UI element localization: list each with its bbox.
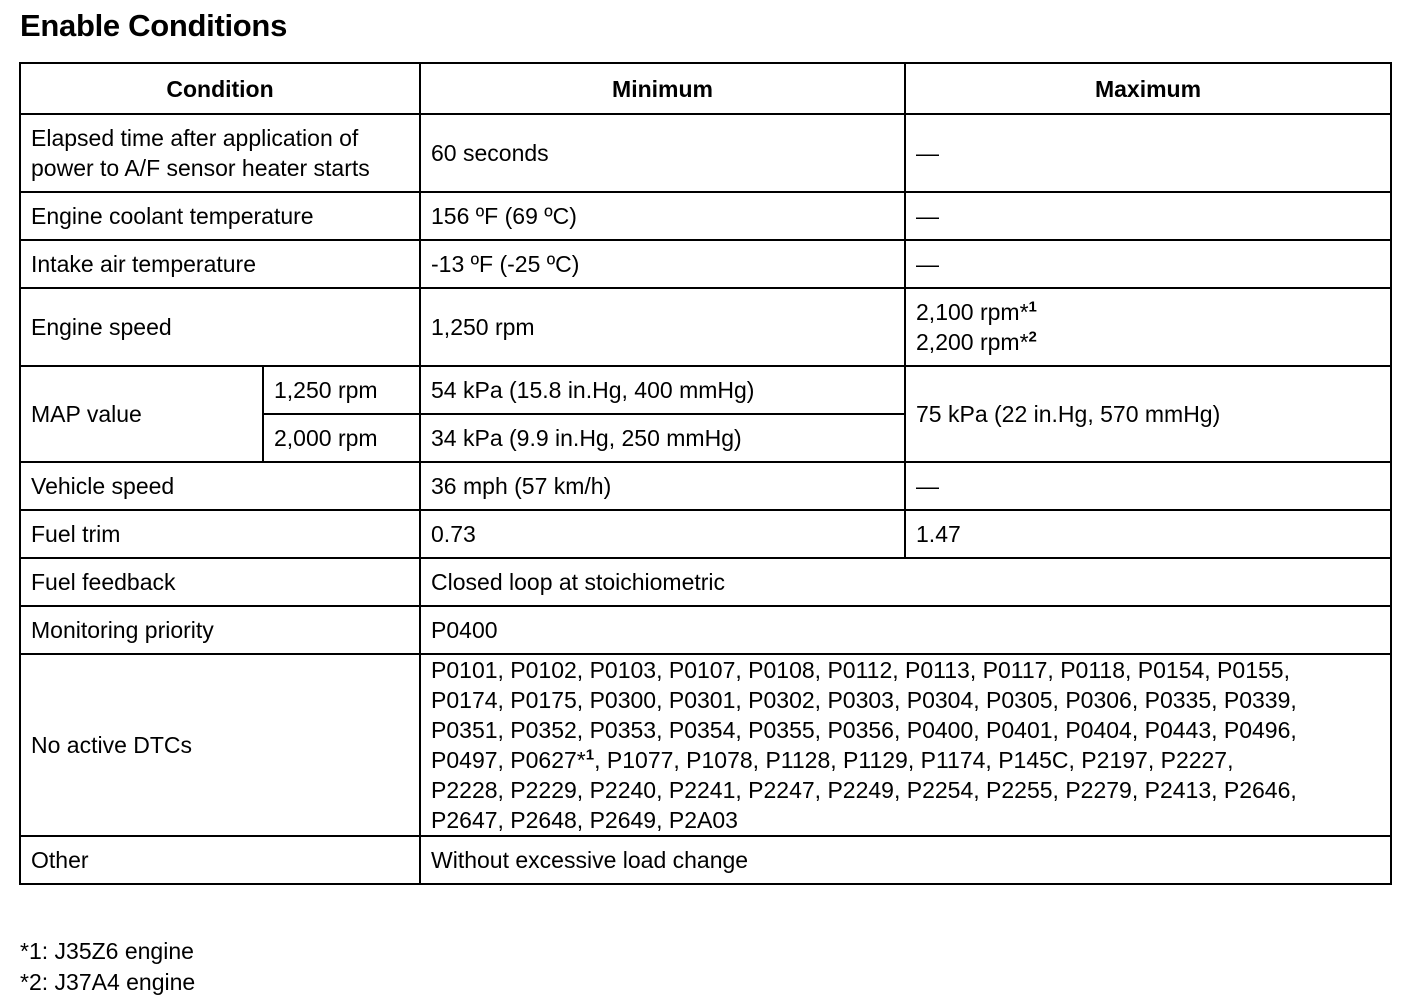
minimum-cell: 36 mph (57 km/h) [420,462,905,510]
table-row [20,366,1391,414]
dtc-line: P2228, P2229, P2240, P2241, P2247, P2249, P2254, P2255, P2279, P2413, P2646, [431,777,1297,803]
condition-cell: MAP value [20,366,263,462]
footnote: *2: J37A4 engine [20,969,196,995]
condition-cell: Fuel trim [20,510,420,558]
dtc-text: , P1077, P1078, P1128, P1129, P1174, P145C, P2197, P2227, [594,747,1234,773]
maximum-cell: — [905,462,1391,510]
maximum-line [916,327,1380,357]
table-row [20,510,1391,558]
dtc-list-cell [420,654,1391,836]
header-row [20,63,1391,114]
maximum-text: 2,100 rpm* [916,299,1029,325]
dtc-line: P2647, P2648, P2649, P2A03 [431,807,738,833]
maximum-cell: 1.47 [905,510,1391,558]
sub-condition-cell: 1,250 rpm [263,366,420,414]
maximum-line [916,297,1380,327]
table-row [20,654,1391,836]
minimum-cell: -13 ºF (-25 ºC) [420,240,905,288]
condition-line: power to A/F sensor heater starts [31,155,370,181]
table-row [20,240,1391,288]
table-row [20,558,1391,606]
table-row [20,836,1391,884]
value-cell: Closed loop at stoichiometric [420,558,1391,606]
condition-cell: Monitoring priority [20,606,420,654]
value-cell: P0400 [420,606,1391,654]
header-maximum: Maximum [905,63,1391,114]
minimum-cell: 34 kPa (9.9 in.Hg, 250 mmHg) [420,414,905,462]
footnote: *1: J35Z6 engine [20,938,194,964]
condition-cell: Fuel feedback [20,558,420,606]
table-row [20,114,1391,192]
footnote-ref: 1 [1028,298,1037,316]
minimum-cell: 0.73 [420,510,905,558]
footnote-ref: 2 [1028,328,1037,346]
dtc-line: P0351, P0352, P0353, P0354, P0355, P0356, P0400, P0401, P0404, P0443, P0496, [431,717,1297,743]
footnotes [20,936,195,998]
condition-cell: Engine coolant temperature [20,192,420,240]
header-condition: Condition [20,63,420,114]
maximum-cell: — [905,240,1391,288]
minimum-cell: 60 seconds [420,114,905,192]
condition-cell: Intake air temperature [20,240,420,288]
minimum-cell: 54 kPa (15.8 in.Hg, 400 mmHg) [420,366,905,414]
minimum-cell: 1,250 rpm [420,288,905,366]
sub-condition-cell: 2,000 rpm [263,414,420,462]
maximum-cell: — [905,114,1391,192]
table-row [20,606,1391,654]
dtc-text: P0497, P0627* [431,747,586,773]
header-minimum: Minimum [420,63,905,114]
maximum-cell: — [905,192,1391,240]
dtc-line: P0101, P0102, P0103, P0107, P0108, P0112, P0113, P0117, P0118, P0154, P0155, [431,657,1290,683]
maximum-cell: 75 kPa (22 in.Hg, 570 mmHg) [905,366,1391,462]
enable-conditions-table [19,62,1392,885]
table-row [20,288,1391,366]
maximum-text: 2,200 rpm* [916,329,1029,355]
value-cell: Without excessive load change [420,836,1391,884]
table-row [20,462,1391,510]
condition-line: Elapsed time after application of [31,125,359,151]
table-row [20,192,1391,240]
page-title: Enable Conditions [20,8,288,43]
dtc-line [431,745,1380,775]
condition-cell: No active DTCs [20,654,420,836]
footnote-ref: 1 [585,746,595,764]
condition-cell: Vehicle speed [20,462,420,510]
condition-cell [20,114,420,192]
maximum-cell [905,288,1391,366]
minimum-cell: 156 ºF (69 ºC) [420,192,905,240]
condition-cell: Other [20,836,420,884]
dtc-line: P0174, P0175, P0300, P0301, P0302, P0303, P0304, P0305, P0306, P0335, P0339, [431,687,1297,713]
condition-cell: Engine speed [20,288,420,366]
